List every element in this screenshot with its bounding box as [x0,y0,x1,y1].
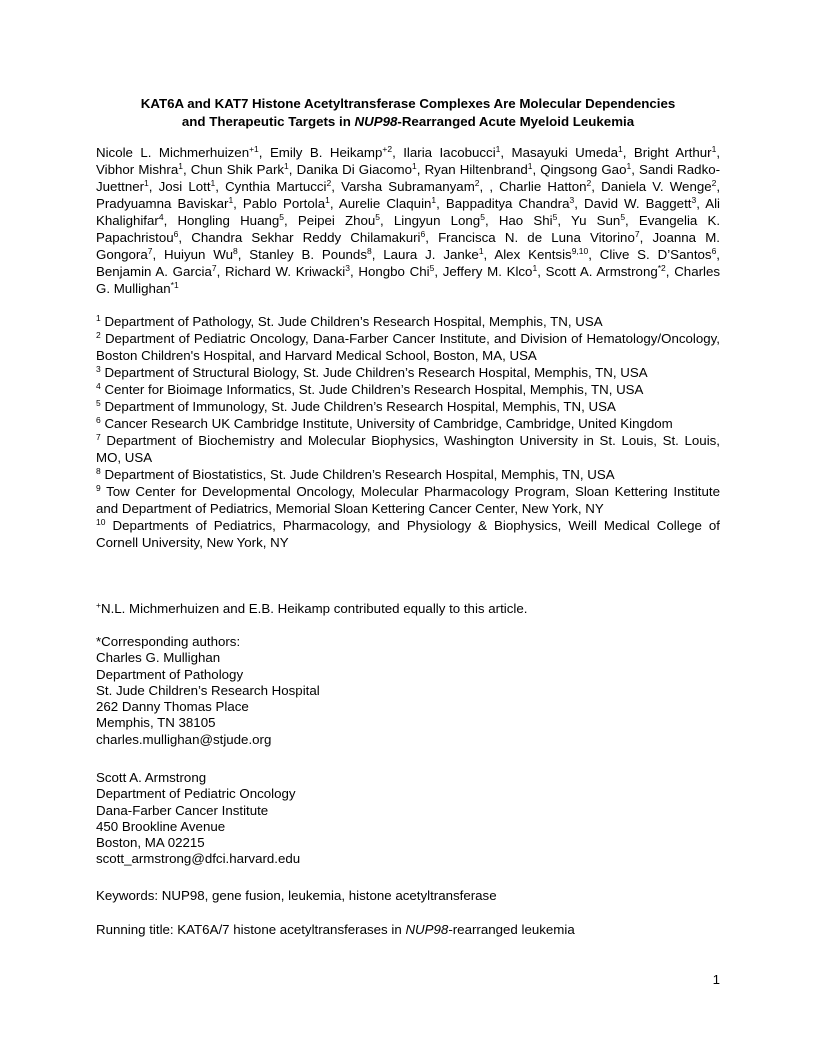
author [191,162,289,177]
author-affiliation-sup: 8 [232,246,238,256]
author [512,145,623,160]
author-name: Hongbo Chi [358,264,430,279]
author [96,264,217,279]
author [339,196,436,211]
author [96,162,183,177]
author [446,196,574,211]
author [494,247,588,262]
corr2-city: Boston, MA 02215 [96,835,205,851]
affiliation-number: 2 [96,330,101,340]
author-affiliation-sup: 9,10 [571,246,589,256]
author-affiliation-sup: 1 [532,263,538,273]
corresponding-author-2 [96,770,720,868]
author-name: Ilaria Iacobucci [403,145,496,160]
author-affiliation-sup: 5 [279,212,284,222]
author-affiliation-sup: 1 [478,246,484,256]
author-affiliation-sup: 1 [618,144,623,154]
author-affiliation-sup: 1 [527,161,533,171]
author-name: Huiyun Wu [164,247,233,262]
author-name: Jeffery M. Klco [442,264,533,279]
author [634,145,716,160]
author-list: Nicole L. Michmerhuizen$^{+1}$, Emily B. Heikamp$^{+2}$, Ilaria Iacobucci$^1$, Masayuki Umeda$^1$, Bright Arthur$^1$, Vibhor Mishra$^1$, Chun Shik Park$^1$, Danika Di Giacomo$^1$, Ryan Hiltenbrand$^1$, Qingsong Gao$^1$, Sandi Radko-Juettner$^1$, Josi Lott$^1$, Cynthia Martucci$^2$, Varsha Subramanyam$^2$, , Charlie Hatton$^2$, Daniela V. Wenge$^2$, Pradyuamna Baviskar$^1$, Pablo Portola$^1$, Aurelie Claquin$^1$, Bappaditya Chandra$^3$, David W. Baggett$^3$, Ali Khalighifar$^4$, Hongling Huang$^5$, Peipei Zhou$^5$, Lingyun Long$^5$, Hao Shi$^5$, Yu Sun$^5$, Evangelia K. Papachristou$^6$, Chandra Sekhar Reddy Chilamakuri$^6$, Francisca N. de Luna Vitorino$^7$, Joanna M. Gongora$^7$, Huiyun Wu$^8$, Stanley B. Pounds$^8$, Laura J. Janke$^1$, Alex Kentsis$^{9,10}$, Clive S. D’Santos$^6$, Benjamin A. Garcia$^7$, Richard W. Kriwacki$^3$, Hongbo Chi$^5$, Jeffery M. Klco$^1$, Scott A. Armstrong$^{*2}$, Charles G. Mullighan$^{*1}$ [96,144,721,296]
author-name: Alex Kentsis [494,247,572,262]
author-name: Chandra Sekhar Reddy Chilamakuri [191,230,421,245]
author [249,247,371,262]
author [297,162,417,177]
author-affiliation-sup: 7 [634,229,640,239]
author-name: Qingsong Gao [540,162,627,177]
author-name: Lingyun Long [393,213,481,228]
affiliation-text: Department of Pathology, St. Jude Children’s Research Hospital, Memphis, TN, USA [104,314,603,329]
affiliation [96,381,720,398]
author [403,145,500,160]
author-affiliation-sup: 5 [429,263,435,273]
affiliation-number: 9 [96,483,101,493]
author-name: Laura J. Janke [383,247,479,262]
author-affiliation-sup: 8 [366,246,372,256]
affiliation-number: 8 [96,466,101,476]
title-gene-name: NUP98 [354,114,398,129]
affiliation-text: Center for Bioimage Informatics, St. Jude Children’s Research Hospital, Memphis, TN, USA [104,382,644,397]
affiliation [96,517,720,551]
affiliation [96,466,720,483]
author [341,179,479,194]
affiliation-number: 7 [96,432,101,442]
keywords [96,888,720,904]
author-affiliation-sup: 1 [284,161,289,171]
author-affiliation-sup: 2 [474,178,480,188]
author-affiliation-sup: 7 [211,263,217,273]
running-title [96,922,720,938]
author-name: Cynthia Martucci [225,179,327,194]
affiliation-text: Department of Structural Biology, St. Jude Children’s Research Hospital, Memphis, TN, USA [104,365,648,380]
author [584,196,696,211]
author-name: Clive S. D’Santos [599,247,712,262]
author-affiliation-sup: 5 [620,212,626,222]
author [225,179,331,194]
title-line-2-pre: and Therapeutic Targets in [181,114,355,129]
author-affiliation-sup: 4 [158,212,164,222]
corr1-dept: Department of Pathology [96,666,244,682]
corr1-email: charles.mullighan@stjude.org [96,731,272,747]
corr2-institution: Dana-Farber Cancer Institute [96,802,269,818]
author-affiliation-sup: +2 [382,144,393,154]
author-affiliation-sup: *1 [170,280,179,290]
affiliation-number: 5 [96,398,101,408]
keywords-text: Keywords: NUP98, gene fusion, leukemia, histone acetyltransferase [96,888,497,903]
author-name: Pablo Portola [242,196,326,211]
title-line-2-post: -Rearranged Acute Myeloid Leukemia [397,114,635,129]
author [546,264,666,279]
affiliation [96,432,720,466]
author [601,179,716,194]
author-affiliation-sup: 3 [569,195,575,205]
author-affiliation-sup: 7 [147,246,153,256]
corr1-city: Memphis, TN 38105 [96,715,216,731]
affiliation [96,398,720,415]
equal-contribution-mark: + [96,600,101,610]
page-number: 1 [712,972,720,987]
author [425,162,533,177]
author-affiliation-sup: 6 [711,246,717,256]
equal-contribution-note [96,601,720,617]
paper-title [96,95,720,131]
author [499,179,591,194]
author-affiliation-sup: 3 [345,263,350,273]
corr2-name: Scott A. Armstrong [96,770,207,785]
author-name: Sandi Radko-Juettner [96,162,721,194]
author-name: Stanley B. Pounds [249,247,367,262]
affiliation-number: 1 [96,313,101,323]
author-affiliation-sup: 1 [431,195,437,205]
author-affiliation-sup: 2 [326,178,332,188]
author-name: Evangelia K. Papachristou [96,213,721,245]
author [177,213,284,228]
author-affiliation-sup: 1 [626,161,632,171]
affiliation-text: Department of Immunology, St. Jude Children’s Research Hospital, Memphis, TN, USA [104,399,616,414]
running-title-gene-name: NUP98 [405,922,449,937]
author-affiliation-sup: 1 [144,178,149,188]
affiliation-text: Cancer Research UK Cambridge Institute, University of Cambridge, Cambridge, United Kingdom [104,416,673,431]
author-name: Josi Lott [158,179,211,194]
corr1-name: Charles G. Mullighan [96,650,221,666]
author-name: Joanna M. Gongora [96,230,721,262]
affiliation-text: Department of Biochemistry and Molecular Biophysics, Washington University in St. Louis, St. Louis, MO, USA [96,433,720,465]
author-name: Chun Shik Park [190,162,285,177]
author [600,247,717,262]
running-title-pre: Running title: KAT6A/7 histone acetyltransferases in [96,922,406,937]
author [96,196,233,211]
corr1-institution: St. Jude Children’s Research Hospital [96,682,320,698]
affiliation-number: 3 [96,364,101,374]
author-affiliation-sup: 1 [711,144,717,154]
author-affiliation-sup: *2 [657,263,666,273]
corresponding-authors [96,634,720,748]
corr2-dept: Department of Pediatric Oncology [96,786,296,802]
author [270,145,392,160]
author-name: Danika Di Giacomo [296,162,412,177]
affiliation-number: 6 [96,415,101,425]
author [443,264,537,279]
author-affiliation-sup: 6 [420,229,426,239]
affiliation-text: Tow Center for Developmental Oncology, Molecular Pharmacology Program, Sloan Kettering Institute and Department of Pediatrics, Memorial Sloan Kettering Cancer Center, New York, NY [96,484,720,516]
author-affiliation-sup: 1 [325,195,330,205]
author [191,230,425,245]
affiliation-text: Department of Pediatric Oncology, Dana-Farber Cancer Institute, and Division of Hematology/Oncology, Boston Children's Hospital, and Harvard Medical School, Boston, MA, USA [96,331,720,363]
affiliation [96,364,720,381]
affiliation [96,330,720,364]
author [96,145,259,160]
affiliation-number: 4 [96,381,101,391]
author-name: Hongling Huang [177,213,280,228]
author-name: Peipei Zhou [297,213,376,228]
author-name: David W. Baggett [584,196,692,211]
author [159,179,216,194]
author [438,230,640,245]
author [540,162,631,177]
author-affiliation-sup: 2 [711,178,717,188]
title-line-2 [96,113,720,131]
author-affiliation-sup: 5 [375,212,381,222]
author [243,196,330,211]
affiliation [96,415,720,432]
author-name: Charles G. Mullighan [96,264,721,296]
author-affiliation-sup: 3 [691,195,697,205]
corresponding-heading: *Corresponding authors: [96,634,241,649]
author-name: Pradyuamna Baviskar [96,196,229,211]
author-affiliation-sup: 1 [228,195,234,205]
author-affiliation-sup: 2 [586,178,592,188]
affiliation-number: 10 [96,517,106,527]
author-name: Scott A. Armstrong [545,264,658,279]
author-name: Richard W. Kriwacki [224,264,346,279]
affiliation-list [96,313,720,551]
running-title-post: -rearranged leukemia [448,922,575,937]
author-name: Masayuki Umeda [511,145,619,160]
affiliation [96,483,720,517]
author-affiliation-sup: 1 [495,144,501,154]
author-name: Bright Arthur [633,145,712,160]
author-affiliation-sup: 1 [178,161,183,171]
author [225,264,350,279]
author [298,213,380,228]
author-name: Francisca N. de Luna Vitorino [438,230,635,245]
affiliation-text: Departments of Pediatrics, Pharmacology, and Physiology & Biophysics, Weill Medical College of Cornell University, New York, NY [96,518,720,550]
author-name: Vibhor Mishra [96,162,179,177]
author-name: Yu Sun [570,213,621,228]
author-name: Varsha Subramanyam [341,179,475,194]
author-name: Benjamin A. Garcia [96,264,212,279]
affiliation [96,313,720,330]
author [358,264,434,279]
author-name: Hao Shi [498,213,553,228]
author-name: Daniela V. Wenge [601,179,712,194]
corr2-street: 450 Brookline Avenue [96,818,226,834]
corr2-email: scott_armstrong@dfci.harvard.edu [96,851,301,867]
author-affiliation-sup: 1 [412,161,417,171]
author-affiliation-sup: 5 [480,212,485,222]
author-name: Ali Khalighifar [96,196,720,228]
author-name: Nicole L. Michmerhuizen [96,145,250,160]
author-name: Ryan Hiltenbrand [424,162,528,177]
author [164,247,238,262]
author-name: Bappaditya Chandra [445,196,570,211]
author-name: Charlie Hatton [499,179,587,194]
author [383,247,483,262]
equal-contribution-text: N.L. Michmerhuizen and E.B. Heikamp contributed equally to this article. [100,601,528,616]
author-name: Aurelie Claquin [338,196,432,211]
author [571,213,625,228]
author-affiliation-sup: 6 [173,229,179,239]
author [394,213,485,228]
author [499,213,558,228]
author-affiliation-sup: +1 [249,144,259,154]
author-name: Emily B. Heikamp [269,145,383,160]
author-affiliation-sup: 5 [552,212,558,222]
affiliation-text: Department of Biostatistics, St. Jude Children’s Research Hospital, Memphis, TN, USA [104,467,615,482]
title-line-1: KAT6A and KAT7 Histone Acetyltransferase Complexes Are Molecular Dependencies [140,96,676,111]
author-affiliation-sup: 1 [210,178,216,188]
corr1-street: 262 Danny Thomas Place [96,699,249,715]
